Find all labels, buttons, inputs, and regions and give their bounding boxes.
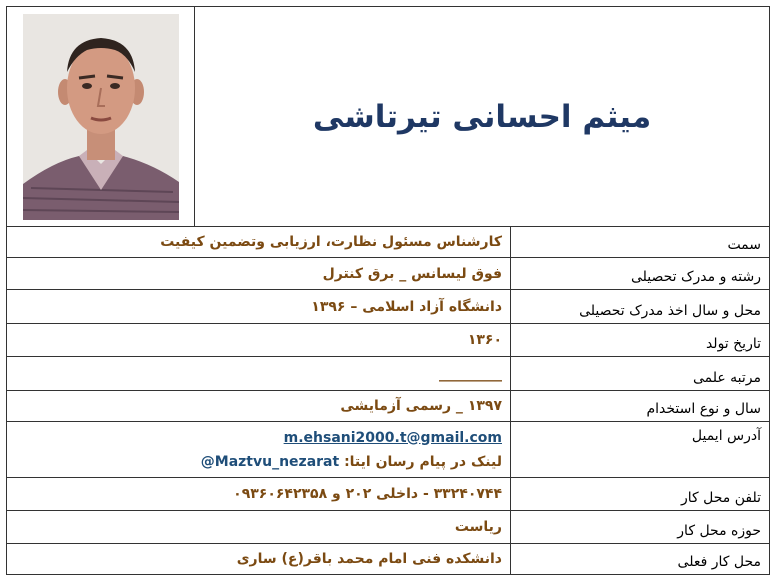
person-name: میثم احسانی تیرتاشی [312, 98, 652, 135]
value-employment: ۱۳۹۷ _ رسمی آزمایشی [7, 391, 511, 422]
label-work-department: حوزه محل کار [511, 511, 770, 544]
profile-photo [23, 14, 179, 220]
label-current-workplace: محل کار فعلی [511, 544, 770, 575]
email-link[interactable]: m.ehsani2000.t@gmail.com [283, 429, 502, 446]
label-degree: رشته و مدرک تحصیلی [511, 258, 770, 290]
info-row [7, 290, 770, 324]
label-email: آدرس ایمیل [511, 422, 770, 478]
info-row [7, 511, 770, 544]
info-row [7, 544, 770, 575]
header-row [7, 7, 770, 227]
value-academic-rank: _________ [7, 357, 511, 391]
value-degree: فوق لیسانس _ برق کنترل [7, 258, 511, 290]
info-row [7, 324, 770, 357]
value-work-phone: ۳۳۲۴۰۷۴۴ - داخلی ۲۰۲ و ۰۹۳۶۰۶۴۲۳۵۸ [7, 478, 511, 511]
eita-label: لینک در پیام رسان ایتا: [344, 453, 502, 470]
eita-handle[interactable]: @Maztvu_nezarat [200, 453, 340, 470]
value-position: کارشناس مسئول نظارت، ارزیابی وتضمین کیفیت [7, 227, 511, 258]
label-position: سمت [511, 227, 770, 258]
value-degree-place-year: دانشگاه آزاد اسلامی – ۱۳۹۶ [7, 290, 511, 324]
value-current-workplace: دانشکده فنی امام محمد باقر(ع) ساری [7, 544, 511, 575]
info-row [7, 478, 770, 511]
value-birth-date: ۱۳۶۰ [7, 324, 511, 357]
photo-cell [7, 7, 195, 227]
info-row [7, 227, 770, 258]
value-contact [7, 422, 511, 478]
info-row [7, 258, 770, 290]
value-work-department: ریاست [7, 511, 511, 544]
label-academic-rank: مرتبه علمی [511, 357, 770, 391]
name-cell [195, 7, 770, 227]
label-degree-place-year: محل و سال اخذ مدرک تحصیلی [511, 290, 770, 324]
cv-table [6, 6, 770, 575]
info-row [7, 357, 770, 391]
email-row [7, 422, 770, 478]
info-row [7, 391, 770, 422]
cv-sheet [6, 6, 769, 575]
label-work-phone: تلفن محل کار [511, 478, 770, 511]
label-birth-date: تاریخ تولد [511, 324, 770, 357]
eita-link [13, 454, 502, 470]
label-employment: سال و نوع استخدام [511, 391, 770, 422]
